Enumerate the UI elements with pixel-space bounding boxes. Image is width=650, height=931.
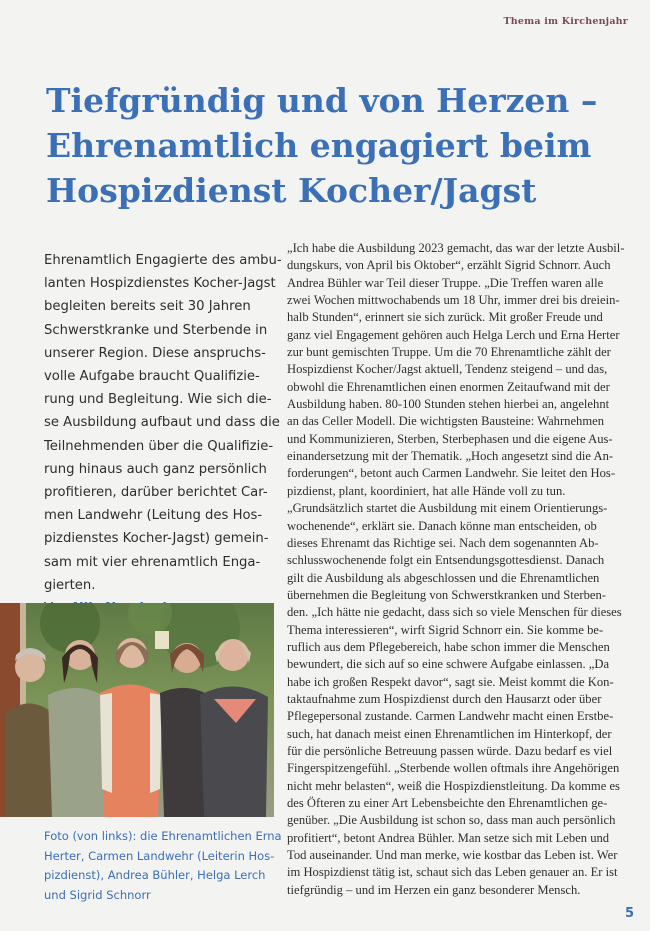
text-line: rung hinaus auch ganz persönlich bbox=[44, 461, 267, 477]
text-line: gilt die Ausbildung als abgeschlossen und die Ehrenamtlichen bbox=[287, 570, 600, 585]
text-line: Pflegepersonal zustande. Carmen Landwehr macht einen Erstbe- bbox=[287, 709, 614, 724]
text-line: pizdienst), Andrea Bühler, Helga Lerch bbox=[44, 868, 266, 882]
text-line: übernehmen die Begleitung von Schwerstkranken und Sterben- bbox=[287, 587, 606, 602]
text-line: und Sigrid Schnorr bbox=[44, 887, 151, 902]
text-line: Thema interessieren“, wirft Sigrid Schnorr ein. Sie komme be- bbox=[287, 622, 604, 637]
text-line: wochenende“, erklärt sie. Danach könne man entscheiden, ob bbox=[287, 518, 597, 533]
text-line: profitieren, darüber berichtet Car- bbox=[44, 485, 268, 501]
group-photo bbox=[0, 603, 274, 817]
text-line: dungskurs, von April bis Oktober“, erzählt Sigrid Schnorr. Auch bbox=[287, 258, 611, 273]
text-line: des Öfteren zu einer Art Lebensbeichte den Ehrenamtlichen ge- bbox=[287, 796, 608, 810]
lead-text bbox=[44, 249, 282, 597]
text-line: an das Celler Modell. Die wichtigsten Bausteine: Wahrnehmen bbox=[287, 414, 605, 429]
text-line: profitiert“, betont Andrea Bühler. Man setze sich mit Leben und bbox=[287, 830, 610, 845]
text-line: dieses Ehrenamt das Richtige sei. Nach dem sogenannten Ab- bbox=[287, 535, 599, 550]
text-line: Tod auseinander. Und man merke, wie kostbar das Leben ist. Wer bbox=[287, 848, 618, 863]
photo-caption bbox=[44, 827, 282, 905]
title-line: Tiefgründig und von Herzen – bbox=[46, 81, 598, 120]
text-line: unserer Region. Diese anspruchs- bbox=[44, 345, 266, 361]
text-line: Schwerstkranke und Sterbende in bbox=[44, 322, 268, 338]
article-body bbox=[287, 240, 637, 899]
text-line: ganz viel Engagement gehören auch Helga Lerch und Erna Herter bbox=[287, 327, 620, 342]
text-line: volle Aufgabe braucht Qualifizie- bbox=[44, 369, 260, 385]
title-line: Ehrenamtlich engagiert beim bbox=[46, 126, 592, 165]
text-line: men Landwehr (Leitung des Hos- bbox=[44, 508, 263, 524]
text-line: lanten Hospizdienstes Kocher-Jagst bbox=[44, 276, 276, 292]
text-line: genüber. „Die Ausbildung ist schon so, dass man auch persönlich bbox=[287, 813, 616, 828]
page-number: 5 bbox=[624, 906, 634, 921]
text-line: habe ich großen Respekt davor“, sagt sie. Meist kommt die Kon- bbox=[287, 674, 614, 689]
text-line: im Hospizdienst tätig ist, schaut sich das Leben genauer an. Er ist bbox=[287, 865, 618, 880]
text-line: einandersetzung mit der Thematik. „Hoch angesetzt sind die An- bbox=[287, 449, 614, 464]
text-line: Foto (von links): die Ehrenamtlichen Erna bbox=[44, 829, 282, 843]
text-line: rung und Begleitung. Wie sich die- bbox=[44, 392, 272, 408]
lead-paragraph bbox=[44, 249, 282, 620]
text-line: „Ich habe die Ausbildung 2023 gemacht, das war der letzte Ausbil- bbox=[287, 241, 625, 255]
text-line: zwei Wochen mittwochabends um 18 Uhr, immer drei bis dreiein- bbox=[287, 293, 620, 308]
text-line: bewundert, die sich auf so eine schwere Aufgabe einlassen. „Da bbox=[287, 657, 610, 672]
text-line: begleiten bereits seit 30 Jahren bbox=[44, 299, 251, 315]
text-line: schlusswochenende folgt ein Entsendungsgottesdienst. Danach bbox=[287, 553, 605, 568]
text-line: Hospizdienst Kocher/Jagst aktuell, Tendenz steigend – und das, bbox=[287, 362, 608, 377]
text-line: Ehrenamtlich Engagierte des ambu- bbox=[44, 253, 282, 268]
text-line: forderungen“, betont auch Carmen Landwehr. Sie leitet den Hos- bbox=[287, 466, 616, 481]
text-line: such, hat danach meist einen Ehrenamtlichen im Hinterkopf, der bbox=[287, 726, 612, 741]
text-line: se Ausbildung aufbaut und dass die bbox=[44, 415, 280, 431]
text-line: Andrea Bühler war Teil dieser Truppe. „Die Treffen waren alle bbox=[287, 275, 604, 290]
text-line: für die persönliche Betreuung passen würde. Dazu bedarf es viel bbox=[287, 743, 613, 758]
text-line: den. „Ich hätte nie gedacht, dass sich so viele Menschen für dieses bbox=[287, 605, 622, 620]
text-line: Ausbildung haben. 80-100 Stunden stehen hierbei an, angelehnt bbox=[287, 397, 610, 412]
group-photo-image bbox=[0, 603, 274, 817]
text-line: tiefgründig – und im Herzen ein ganz besonderer Mensch. bbox=[287, 882, 581, 897]
article-title bbox=[46, 78, 636, 213]
text-line: „Grundsätzlich startet die Ausbildung mit einem Orientierungs- bbox=[287, 501, 608, 516]
text-line: pizdienstes Kocher-Jagst) gemein- bbox=[44, 531, 269, 547]
text-line: Fingerspitzengefühl. „Sterbende wollen oftmals ihre Angehörigen bbox=[287, 761, 620, 776]
text-line: obwohl die Ehrenamtlichen einen enormen Zeitaufwand mit der bbox=[287, 379, 610, 394]
text-line: sam mit vier ehrenamtlich Enga- bbox=[44, 554, 261, 570]
text-line: ruflich aus dem Pflegebereich, habe schon immer die Menschen bbox=[287, 639, 610, 654]
text-line: taktaufnahme zum Hospizdienst durch den Hausarzt oder über bbox=[287, 691, 602, 706]
text-line: nicht mehr belasten“, weiß die Hospizdienstleitung. Da komme es bbox=[287, 778, 620, 793]
text-line: halb Stunden“, erinnert sie sich zurück. Mit großer Freude und bbox=[287, 310, 603, 325]
text-line: pizdienst, plant, koordiniert, hat alle Hände voll zu tun. bbox=[287, 483, 566, 498]
section-label: Thema im Kirchenjahr bbox=[503, 16, 628, 27]
text-line: Teilnehmenden über die Qualifizie- bbox=[44, 438, 274, 454]
text-line: und Kommunizieren, Sterben, Sterbephasen und die eigene Aus- bbox=[287, 431, 613, 446]
text-line: gierten. bbox=[44, 577, 96, 593]
title-line: Hospizdienst Kocher/Jagst bbox=[46, 171, 537, 210]
text-line: zur bunt gemischten Truppe. Um die 70 Ehrenamtliche zählt der bbox=[287, 345, 611, 360]
text-line: Herter, Carmen Landwehr (Leiterin Hos- bbox=[44, 848, 275, 863]
